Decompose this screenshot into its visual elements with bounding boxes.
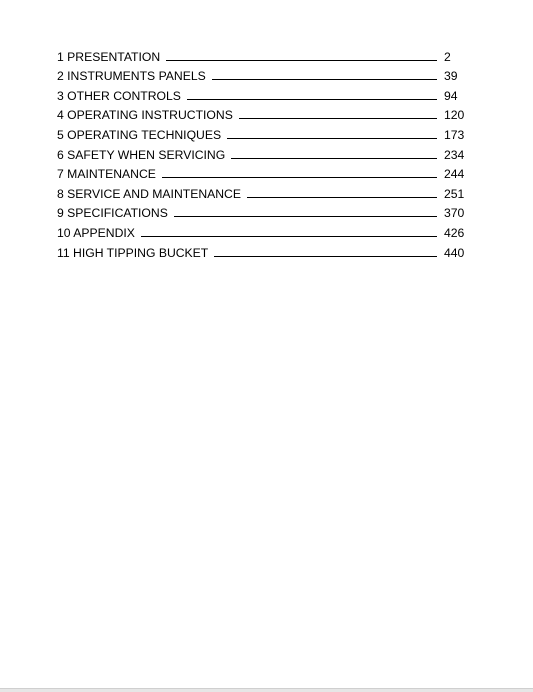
toc-entry-title: 10 APPENDIX [57, 225, 135, 240]
toc-entry-safety-when-servicing[interactable] [57, 142, 469, 162]
toc-entry-operating-instructions[interactable] [57, 103, 469, 123]
toc-entry-specifications[interactable] [57, 201, 469, 221]
table-of-contents [57, 44, 469, 260]
toc-leader-line [187, 99, 437, 100]
toc-leader-line [231, 158, 437, 159]
toc-entry-instruments-panels[interactable] [57, 64, 469, 84]
toc-entry-title: 6 SAFETY WHEN SERVICING [57, 147, 226, 162]
toc-leader-line [227, 138, 437, 139]
toc-leader-line [247, 197, 437, 198]
toc-entry-page-number: 426 [444, 225, 465, 240]
toc-entry-page-number: 370 [444, 206, 465, 221]
toc-entry-page-number: 120 [444, 108, 465, 123]
toc-entry-page-number: 251 [444, 186, 465, 201]
toc-entry-page-number: 173 [444, 127, 465, 142]
toc-entry-title: 2 INSTRUMENTS PANELS [57, 69, 206, 84]
toc-leader-line [162, 177, 437, 178]
toc-entry-appendix[interactable] [57, 220, 469, 240]
toc-entry-high-tipping-bucket[interactable] [57, 240, 469, 260]
toc-entry-title: 11 HIGH TIPPING BUCKET [57, 245, 209, 260]
toc-entry-page-number: 2 [444, 49, 451, 64]
toc-leader-line [166, 60, 437, 61]
toc-entry-page-number: 94 [444, 88, 458, 103]
toc-entry-maintenance[interactable] [57, 162, 469, 182]
toc-entry-page-number: 39 [444, 69, 458, 84]
toc-entry-title: 1 PRESENTATION [57, 49, 161, 64]
toc-entry-title: 9 SPECIFICATIONS [57, 206, 168, 221]
toc-entry-title: 8 SERVICE AND MAINTENANCE [57, 186, 241, 201]
toc-entry-title: 3 OTHER CONTROLS [57, 88, 181, 103]
toc-entry-page-number: 234 [444, 147, 465, 162]
toc-leader-line [174, 216, 437, 217]
toc-entry-other-controls[interactable] [57, 83, 469, 103]
toc-entry-page-number: 244 [444, 167, 465, 182]
toc-leader-line [214, 256, 437, 257]
toc-leader-line [212, 79, 437, 80]
toc-entry-title: 5 OPERATING TECHNIQUES [57, 127, 222, 142]
toc-leader-line [141, 236, 437, 237]
toc-entry-page-number: 440 [444, 245, 465, 260]
toc-entry-presentation[interactable] [57, 44, 469, 64]
toc-entry-operating-techniques[interactable] [57, 122, 469, 142]
toc-entry-title: 4 OPERATING INSTRUCTIONS [57, 108, 233, 123]
page-bottom-edge [0, 688, 533, 692]
toc-entry-service-and-maintenance[interactable] [57, 181, 469, 201]
toc-leader-line [239, 118, 437, 119]
toc-entry-title: 7 MAINTENANCE [57, 167, 156, 182]
